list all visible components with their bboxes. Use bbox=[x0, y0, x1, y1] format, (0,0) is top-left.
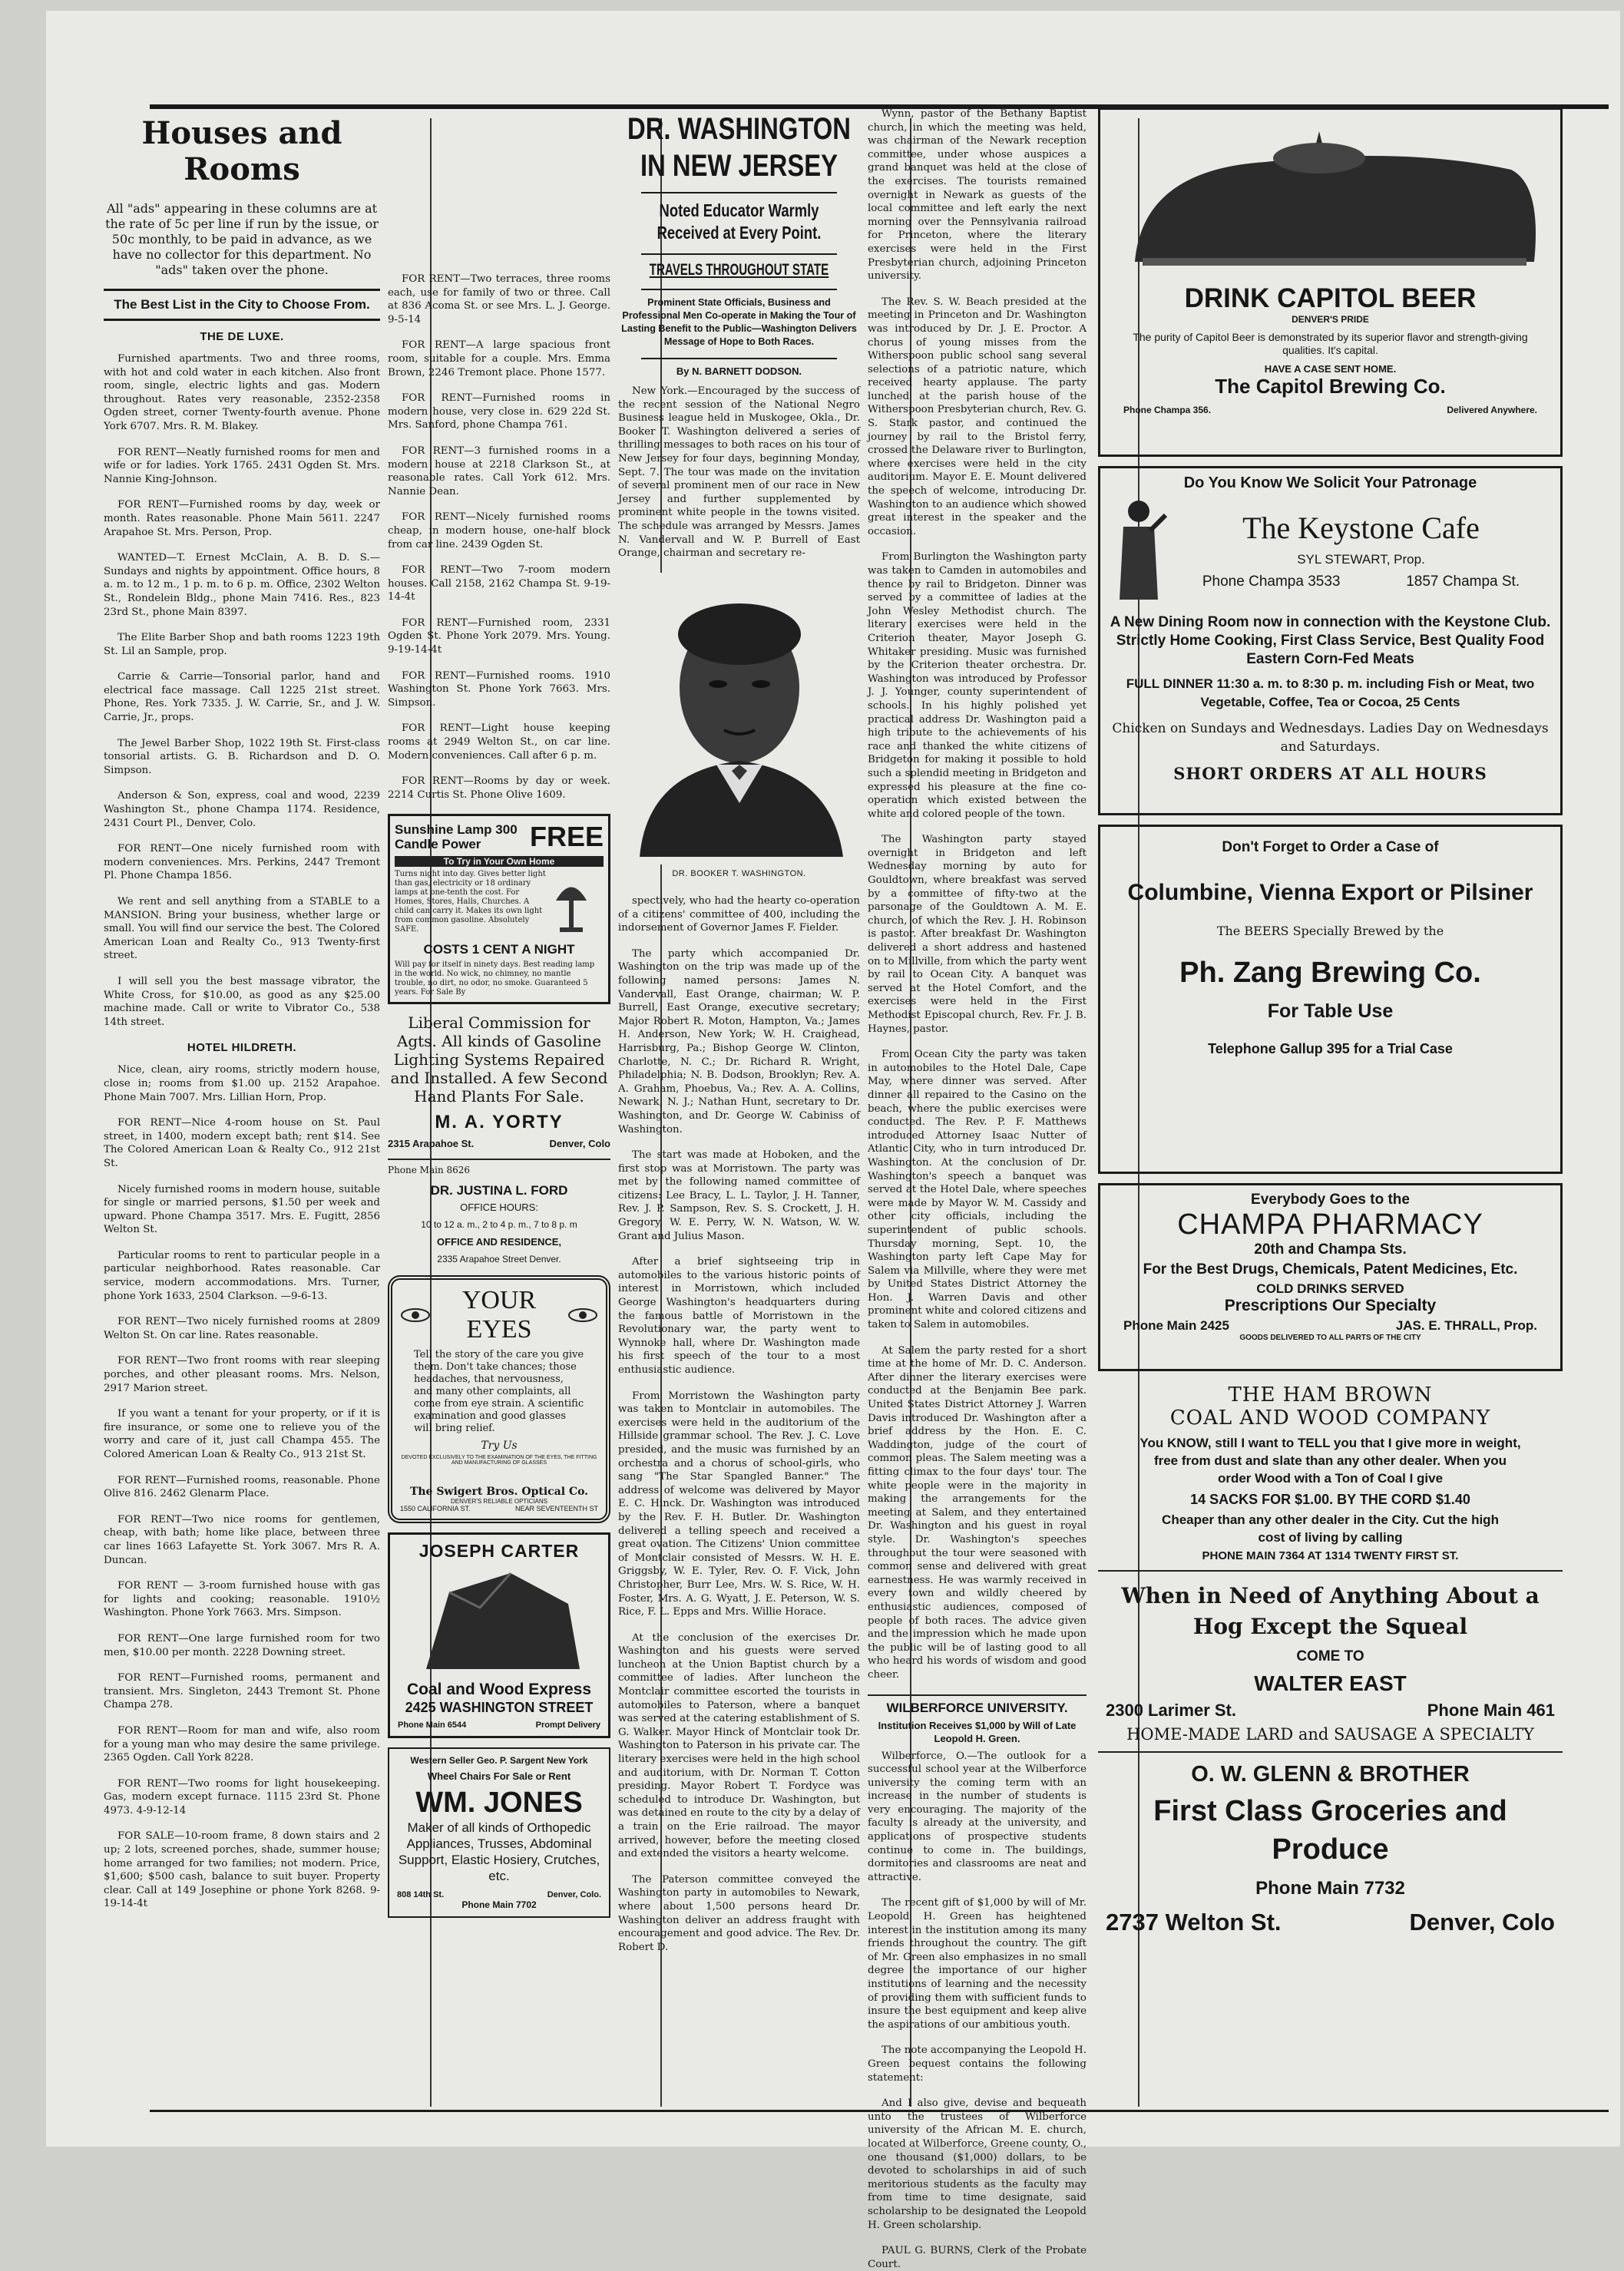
joseph-carter-ad bbox=[388, 1532, 610, 1738]
jones-name: WM. JONES bbox=[397, 1787, 601, 1820]
champa-name: CHAMPA PHARMACY bbox=[1108, 1208, 1553, 1241]
zang-phone: Telephone Gallup 395 for a Trial Case bbox=[1108, 1041, 1553, 1057]
article-paragraph: New York.—Encouraged by the success of the recent session of the National Negro Business league held in Muskogee, Okla., Dr. Booker T. Washington delivered a series of thrilling messages to both races on his tour of New Jersey for four days, beginning Monday, Sept. 7. The tour was made on the invitation of several prominent men of our race in New Jersey and further supplemented by prominent white people in the towns visited. The schedule was arranged by Messrs. James N. Vandervall and W. P. Burrell of East Orange, chairman and secretary re- bbox=[618, 385, 860, 560]
ham-sacks: 14 SACKS FOR $1.00. BY THE CORD $1.40 bbox=[1106, 1492, 1555, 1508]
wilberforce-heading: WILBERFORCE UNIVERSITY. bbox=[868, 1701, 1087, 1716]
eye-icon bbox=[400, 1307, 431, 1323]
paragraph: Carrie & Carrie—Tonsorial parlor, hand and electrical face massage. Call 1225 21st street. Phone, Res. York 7335. J. W. Carrie, Sr., and J. W. Carrie, Jr., props. bbox=[104, 670, 380, 724]
zang-name: Ph. Zang Brewing Co. bbox=[1108, 957, 1553, 990]
yorty-name: M. A. YORTY bbox=[388, 1112, 610, 1133]
lamp-tail: Will pay for itself in ninety days. Best reading lamp in the world. No wick, no chimney, no mantle trouble, no dirt, no odor, no smoke. Guaranteed 5 years. For Sale By bbox=[395, 960, 604, 997]
article-byline: By N. BARNETT DODSON. bbox=[618, 365, 860, 377]
article-deck-2: TRAVELS THROUGHOUT STATE bbox=[624, 261, 854, 279]
eyes-devoted: DEVOTED EXCLUSIVELY TO THE EXAMINATION OF THE EYES, THE FITTING AND MANUFACTURING OF GLASSES bbox=[400, 1455, 598, 1466]
glenn-first: First Class Groceries and Produce bbox=[1136, 1792, 1524, 1869]
paragraph: FOR SALE—10-room frame, 8 down stairs and 2 up; 2 lots, screened porches, shade, summer house; home arranged for two families; not modern. Price, $1,600; $500 cash, balance to suit buyer. Property clear. Call at 149 Josephine or phone York 8268. 9-19-14-4t bbox=[104, 1830, 380, 1911]
paragraph: Nicely furnished rooms in modern house, suitable for single or married persons, $1.50 per week and upward. Phone Champa 3517. Mrs. E. Fugitt, 2856 Welton St. bbox=[104, 1183, 380, 1237]
paragraph: FOR RENT—One nicely furnished room with modern conveniences. Mrs. Perkins, 2447 Tremont Pl. Phone Champa 1856. bbox=[104, 842, 380, 883]
article-deck-3: Prominent State Officials, Business and Professional Men Co-operate in Making the Tour of Lasting Benefit to the Public—Washington Delivers Message of Hope to Both Races. bbox=[618, 296, 860, 349]
beer-pride: DENVER'S PRIDE bbox=[1108, 314, 1553, 325]
paragraph: The Paterson committee conveyed the Washington party in automobiles to Newark, where about 1,500 persons heard Dr. Washington deliver an address fraught with encouragement and good advice. The Rev. Dr. Robert D. bbox=[618, 1873, 860, 1955]
wilberforce-deck: Institution Receives $1,000 by Will of Late Leopold H. Green. bbox=[868, 1719, 1087, 1745]
cafe-dinner: FULL DINNER 11:30 a. m. to 8:30 p. m. including Fish or Meat, two Vegetable, Coffee, Tea or Cocoa, 25 Cents bbox=[1108, 675, 1553, 712]
cafe-address: 1857 Champa St. bbox=[1406, 574, 1520, 590]
article-deck: Noted Educator Warmly Received at Every Point. bbox=[627, 200, 852, 244]
paragraph: FOR RENT—Light house keeping rooms at 2949 Welton St., on car line. Modern conveniences. Call after 6 p. m. bbox=[388, 722, 610, 762]
ford-phone: Phone Main 8626 bbox=[388, 1165, 610, 1175]
paragraph: FOR RENT—Furnished rooms. 1910 Washington St. Phone York 7663. Mrs. Simpson. bbox=[388, 669, 610, 710]
ham-name: THE HAM BROWN bbox=[1106, 1383, 1555, 1407]
classified-list bbox=[388, 273, 610, 802]
cafe-name: The Keystone Cafe bbox=[1169, 510, 1553, 546]
carter-prompt: Prompt Delivery bbox=[536, 1721, 600, 1730]
zang-brewed: The BEERS Specially Brewed by the bbox=[1108, 924, 1553, 938]
paragraph: At Salem the party rested for a short time at the home of Mr. D. C. Anderson. After dinner the literary exercises were conducted at the Benjamin Bee park. United States District Attorney J. Warren Davis introduced Dr. Washington after a brief address by the Hon. E. C. Waddington, judge of the court of common pleas. The Salem meeting was a fitting climax to the four days' tour. The white people were in the majority in making the arrangements for the meeting at Salem, and they entertained Dr. Washington and his guest in royal style. Dr. Washington's speeches throughout the tour were seasoned with common sense and delivered with great earnestness. He was warmly received in every town and wildly cheered by enthusiastic audiences, composed of people of both races. The advice given and the impression which he made upon the public will be of lasting good to all who heard his words of wisdom and good cheer. bbox=[868, 1344, 1087, 1682]
article-column-2 bbox=[868, 107, 1087, 2096]
wm-jones-ad bbox=[388, 1747, 610, 1918]
champa-prop: JAS. E. THRALL, Prop. bbox=[1396, 1318, 1537, 1334]
paragraph: After a brief sightseeing trip in automobiles to the various historic points of interest in Morristown, which included George Washington's headquarters during the famous battle of Morristown in the Revolutionary war, the party went to Wynnoke hall, where Dr. Washington made his first speech of the tour to a most enthusiastic audience. bbox=[618, 1255, 860, 1377]
cafe-phone: Phone Champa 3533 bbox=[1202, 574, 1341, 590]
paragraph: FOR RENT—Furnished rooms in modern house, very close in. 629 22d St. Mrs. Sanford, phone Champa 761. bbox=[388, 392, 610, 432]
champa-top: Everybody Goes to the bbox=[1108, 1192, 1553, 1208]
beer-title: DRINK CAPITOL BEER bbox=[1108, 283, 1553, 314]
paragraph: The note accompanying the Leopold H. Green bequest contains the following statement: bbox=[868, 2044, 1087, 2084]
beer-body: The purity of Capitol Beer is demonstrated by its superior flavor and strength-giving qualities. It's capital. bbox=[1123, 331, 1537, 357]
paragraph: The start was made at Hoboken, and the first stop was at Morristown. The party was met by the following named committee of citizens: Lee Bracy, L. L. Taylor, J. H. Tanner, Rev. J. P. Sampson, Rev. S. S. Crockett, J. H. Gregory, W. E. Perry, W. N. Watson, W. W. Grant and Julius Mason. bbox=[618, 1149, 860, 1243]
eyes-try: Try Us bbox=[400, 1440, 598, 1452]
carter-address: 2425 WASHINGTON STREET bbox=[398, 1700, 600, 1716]
hog-lard: HOME-MADE LARD and SAUSAGE A SPECIALTY bbox=[1106, 1725, 1555, 1744]
paragraph: The Elite Barber Shop and bath rooms 1223 19th St. Lil an Sample, prop. bbox=[104, 631, 380, 658]
cafe-dining: A New Dining Room now in connection with the Keystone Club. Strictly Home Cooking, First Class Service, Best Quality Food Eastern Corn-Fed Meats bbox=[1108, 613, 1553, 669]
paragraph: We rent and sell anything from a STABLE to a MANSION. Bring your business, whether large or small. You will find our service the best. The Colored American Loan and Realty Co., 913 Twenty-first street. bbox=[104, 895, 380, 963]
paragraph: The Washington party stayed overnight in Bridgeton and left Wednesday morning by auto for Gouldtown, where breakfast was served by a committee of fifty-two at the parsonage of the Gouldtown A. M. E. church, of which the Rev. J. H. Robinson is pastor. After breakfast Dr. Washington delivered a short address and hastened on to Millville, from which the party went by rail to Ocean City. A banquet was served at the Hotel Comfort, and the exercises were held in the First Methodist Episcopal church, Rev. Fr. J. B. Haynes, pastor. bbox=[868, 833, 1087, 1036]
lamp-body: Turns night into day. Gives better light than gas, electricity or 18 ordinary lamps at one-tenth the cost. For Homes, Stores, Halls, Churches. A child can carry it. Makes its own light from common gasoline. Absolutely SAFE. bbox=[395, 870, 548, 939]
portrait-image bbox=[624, 573, 855, 857]
paragraph: And I also give, devise and bequeath unto the trustees of Wilberforce university of the African M. E. church, located at Wilberforce, Greene county, O., one thousand ($1,000) dollars, to be devoted to scholarships in aid of such meritorious students as the faculty may from time to time designate, said scholarship to be designated the Leopold H. Green scholarship. bbox=[868, 2097, 1087, 2232]
carter-line: Coal and Wood Express bbox=[398, 1680, 600, 1700]
paragraph: Anderson & Son, express, coal and wood, 2239 Washington St., phone Champa 1174. Residence, 2431 Court Pl., Denver, Colo. bbox=[104, 789, 380, 830]
article-headline: DR. WASHINGTON IN NEW JERSEY bbox=[624, 111, 854, 184]
carter-phone: Phone Main 6544 bbox=[398, 1721, 466, 1730]
champa-best: For the Best Drugs, Chemicals, Patent Medicines, Etc. bbox=[1108, 1261, 1553, 1278]
glenn-name: O. W. GLENN & BROTHER bbox=[1106, 1762, 1555, 1787]
paragraph: FOR RENT—A large spacious front room, suitable for a couple. Mrs. Emma Brown, 2246 Tremont place. Phone 1577. bbox=[388, 339, 610, 379]
paragraph: FOR RENT—Furnished rooms by day, week or month. Rates reasonable. Phone Main 5611. 2247 Arapahoe St. Mrs. Person, Prop. bbox=[104, 498, 380, 539]
eye-icon bbox=[567, 1307, 598, 1323]
paragraph: PAUL G. BURNS, Clerk of the Probate Court. bbox=[868, 2244, 1087, 2271]
article-body bbox=[618, 894, 860, 1954]
jones-wheel: Wheel Chairs For Sale or Rent bbox=[397, 1770, 601, 1782]
jones-body: Maker of all kinds of Orthopedic Appliances, Trusses, Abdominal Support, Elastic Hosiery, Crutches, etc. bbox=[397, 1820, 601, 1884]
eyes-title: YOUR EYES bbox=[435, 1286, 563, 1344]
jones-address: 808 14th St. bbox=[397, 1890, 444, 1899]
zang-top: Don't Forget to Order a Case of bbox=[1108, 839, 1553, 856]
paragraph: FOR RENT—Room for man and wife, also room for a young man who may desire the same privilege. 2365 Ogden. Call York 8228. bbox=[104, 1724, 380, 1765]
best-list-banner: The Best List in the City to Choose From. bbox=[104, 289, 380, 321]
paragraph: FOR RENT—Two nice rooms for gentlemen, cheap, with bath; home like place, between three car lines 1663 Lafayette St. York 3067. Mrs R. A. Duncan. bbox=[104, 1513, 380, 1567]
jones-phone: Phone Main 7702 bbox=[397, 1899, 601, 1910]
jones-city: Denver, Colo. bbox=[547, 1890, 601, 1899]
waiter-icon bbox=[1108, 492, 1169, 607]
paragraph: FOR RENT—Neatly furnished rooms for men and wife or for ladies. York 1765. 2431 Ogden St. Mrs. Nannie King-Johnson. bbox=[104, 446, 380, 487]
ads-column bbox=[1098, 107, 1563, 2096]
paragraph: WANTED—T. Ernest McClain, A. B. D. S.—Sundays and nights by appointment. Office hours, 8 a. m. to 12 m., 1 p. m. to 6 p. m. Office, 2302 Welton St., Rondelein Bldg., phone Main 7416. Res., 823 23rd St., phone Main 8397. bbox=[104, 551, 380, 619]
hog-phone: Phone Main 461 bbox=[1427, 1701, 1555, 1721]
champa-prescriptions: Prescriptions Our Specialty bbox=[1108, 1297, 1553, 1315]
hog-name: WALTER EAST bbox=[1106, 1671, 1555, 1696]
ford-office: OFFICE AND RESIDENCE, bbox=[388, 1236, 610, 1248]
zang-beers: Columbine, Vienna Export or Pilsiner bbox=[1108, 878, 1553, 908]
paragraph: FOR RENT—Two nicely furnished rooms at 2809 Welton St. On car line. Rates reasonable. bbox=[104, 1315, 380, 1342]
cafe-chicken: Chicken on Sundays and Wednesdays. Ladies Day on Wednesdays and Saturdays. bbox=[1108, 719, 1553, 756]
hog-address: 2300 Larimer St. bbox=[1106, 1701, 1236, 1721]
cafe-short-orders: SHORT ORDERS AT ALL HOURS bbox=[1108, 764, 1553, 783]
paragraph: FOR RENT—Furnished room, 2331 Ogden St. Phone York 2079. Mrs. Young. 9-19-14-4t bbox=[388, 617, 610, 657]
eyes-company: The Swigert Bros. Optical Co. bbox=[400, 1486, 598, 1498]
ham-brown-ad bbox=[1098, 1380, 1563, 1572]
paragraph: FOR RENT—3 furnished rooms in a modern house at 2218 Clarkson St., at reasonable rates. Call York 612. Mrs. Nannie Dean. bbox=[388, 445, 610, 498]
paragraph: FOR RENT—Furnished rooms, reasonable. Phone Olive 816. 2462 Glenarm Place. bbox=[104, 1474, 380, 1501]
de-luxe-heading: THE DE LUXE. bbox=[104, 330, 380, 343]
paragraph: FOR RENT—One large furnished room for two men, $10.00 per month. 2228 Downing street. bbox=[104, 1632, 380, 1659]
wilberforce-body bbox=[868, 1750, 1087, 2271]
paragraph: At the conclusion of the exercises Dr. Washington and his guests were served luncheon at the Union Baptist church by a committee of ladies. After luncheon the Montclair committee escorted the tourists in automobiles to Paterson, where a banquet was served at the catering establishment of S. G. Walker. Mayor Hinck of Montclair took Dr. Washington to Paterson in his private car. The literary exercises were held in the high school and auditorium, with Dr. Norman T. Cotton presiding. Mayor Robert T. Fordyce was scheduled to introduce Dr. Washington, but was detained en route to the city by a delay of a train on the Erie railroad. The mayor arrived, however, before the meeting closed and extended the visitors a hearty welcome. bbox=[618, 1631, 860, 1861]
article-column-continued bbox=[618, 894, 860, 2096]
paragraph: From Morristown the Washington party was taken to Montclair in automobiles. The exercises were held in the auditorium of the Hillside grammar school. The Rev. J. C. Love presided, and the music was furnished by an orchestra and a chorus of school-girls, who sang "The Star Spangled Banner." The address of welcome was delivered by Mayor E. C. Hinck. Dr. Washington was introduced by the Rev. F. H. Butler. Dr. Washington delivered a telling speech and received a great ovation. The Citizens' Union committee of Montclair consisted of Messrs. W. H. E. Griggsby, W. E. Tyler, Rev. O. F. Vick, John Christopher, Burr Lee, Mrs. W. S. Rice, W. H. Foster, Mrs. A. G. Wyatt, J. E. Peterson, W. S. Rice, F. L. Epps and Mrs. Willie Horace. bbox=[618, 1390, 860, 1619]
paragraph: FOR RENT—Rooms by day or week. 2214 Curtis St. Phone Olive 1609. bbox=[388, 775, 610, 802]
yorty-address: 2315 Arapahoe St. bbox=[388, 1138, 474, 1149]
beer-phone: Phone Champa 356. bbox=[1123, 405, 1211, 415]
beer-company: The Capitol Brewing Co. bbox=[1108, 375, 1553, 398]
hog-line: When in Need of Anything About a Hog Except the Squeal bbox=[1106, 1581, 1555, 1642]
ford-hours-heading: OFFICE HOURS: bbox=[388, 1202, 610, 1213]
houses-title: Houses and Rooms bbox=[104, 115, 380, 187]
cafe-prop: SYL STEWART, Prop. bbox=[1169, 552, 1553, 567]
lamp-title: Sunshine Lamp 300 Candle Power bbox=[395, 822, 530, 851]
article-body bbox=[868, 107, 1087, 1682]
ham-company: COAL AND WOOD COMPANY bbox=[1106, 1407, 1555, 1430]
lamp-icon bbox=[548, 870, 594, 939]
keystone-cafe-ad bbox=[1098, 466, 1563, 815]
hotel-hildreth-heading: HOTEL HILDRETH. bbox=[104, 1041, 380, 1054]
champa-address: 20th and Champa Sts. bbox=[1108, 1241, 1553, 1258]
portrait-caption: DR. BOOKER T. WASHINGTON. bbox=[618, 869, 860, 878]
paragraph: spectively, who had the hearty co-operation of a citizens' committee of 400, including the indorsement of Governor James F. Fielder. bbox=[618, 894, 860, 935]
glenn-phone: Phone Main 7732 bbox=[1106, 1878, 1555, 1899]
ford-address: 2335 Arapahoe Street Denver. bbox=[388, 1254, 610, 1264]
paragraph: From Burlington the Washington party was taken to Camden in automobiles and thence by rail to Bridgeton. Dinner was served by a committee of ladies at the John Wesley Methodist church. The literary exercises were held in the Criterion theater, Mayor Joseph G. Whitaker presiding. Music was furnished by the Criterion theater orchestra. Dr. Washington was introduced by Professor J. J. Younger, county superintendent of schools. In his highly polished yet practical address Dr. Washington paid a high tribute to the achievements of his race and thanked the white citizens of Bridgeton for making it possible to hold such a splendid meeting in Bridgeton and expressed his pleasure at the fine co-operation which existed between the white and colored people of the town. bbox=[868, 550, 1087, 821]
jones-western: Western Seller Geo. P. Sargent New York bbox=[397, 1755, 601, 1766]
ham-cheaper: Cheaper than any other dealer in the City. Cut the high cost of living by calling bbox=[1152, 1511, 1509, 1546]
houses-column bbox=[104, 107, 380, 2096]
lamp-cost: COSTS 1 CENT A NIGHT bbox=[395, 942, 604, 957]
glenn-address: 2737 Welton St. bbox=[1106, 1909, 1282, 1936]
paragraph: From Ocean City the party was taken in automobiles to the Hotel Dale, Cape May, where dinner was served. After dinner all repaired to the Casino on the beach, where the public exercises were conducted. The Rev. P. F. Matthews introduced Attorney Isaac Nutter of Atlantic City, who in turn introduced Dr. Washington. At the conclusion of Dr. Washington's speech a banquet was served at the Hotel Dale, where speeches were made by Mayor W. M. Cassidy and other city officials, including the superintendent of public schools. Thursday morning, Sept. 10, the Washington party left Cape May for Salem via Millville, where they were met by United States District Attorney the Hon. J. Warren Davis and other prominent white and colored citizens and taken to Salem in automobiles. bbox=[868, 1048, 1087, 1331]
paragraph: FOR RENT—Two rooms for light housekeeping. Gas, modern except furnace. 1115 23rd St. Phone 4973. 4-9-12-14 bbox=[104, 1777, 380, 1818]
champa-cold-drinks: COLD DRINKS SERVED bbox=[1108, 1281, 1553, 1297]
eyes-tagline: DENVER'S RELIABLE OPTICIANS bbox=[400, 1498, 598, 1505]
paragraph: Nice, clean, airy rooms, strictly modern house, close in; rooms from $1.00 up. 2152 Arapahoe. Phone Main 7007. Mrs. Lillian Horn, Prop. bbox=[104, 1063, 380, 1104]
houses-intro: All "ads" appearing in these columns are at the rate of 5c per line if run by the issue, or 50c monthly, to be paid in advance, as we have no collector for this department. No "ads" taken over the phone. bbox=[104, 201, 380, 278]
paragraph: The Jewel Barber Shop, 1022 19th St. First-class tonsorial artists. G. B. Richardson and D. O. Simpson. bbox=[104, 737, 380, 778]
paragraph: FOR RENT—Two 7-room modern houses. Call 2158, 2162 Champa St. 9-19-14-4t bbox=[388, 564, 610, 604]
capitol-building-image bbox=[1112, 116, 1550, 277]
eyes-address: 1550 CALIFORNIA ST. bbox=[400, 1505, 471, 1512]
paragraph: FOR RENT—Furnished rooms, permanent and transient. Mrs. Singleton, 2443 Tremont St. Phone Champa 278. bbox=[104, 1671, 380, 1712]
eyes-near: NEAR SEVENTEENTH ST bbox=[515, 1505, 598, 1512]
walter-east-ad bbox=[1098, 1578, 1563, 1753]
glenn-brother-ad bbox=[1098, 1759, 1563, 1939]
washington-portrait bbox=[618, 573, 860, 864]
paragraph: FOR RENT—Two terraces, three rooms each, use for family of two or three. Call at 836 Acoma St. or see Mrs. L. J. George. 9-5-14 bbox=[388, 273, 610, 326]
champa-pharmacy-ad bbox=[1098, 1183, 1563, 1371]
paragraph: If you want a tenant for your property, or if it is fire insurance, or some one to relieve you of the worry and care of it, just call Champa 455. The Colored American Loan & Realty Co., 913 21st St. bbox=[104, 1407, 380, 1461]
paragraph: The party which accompanied Dr. Washington on the trip was made up of the following named persons: James N. Vandervall, East Orange, chairman; W. P. Burrell, East Orange, executive secretary; Major Robert R. Moton, Hampton, Va.; James H. Anderson, New York; W. H. Craighead, Harrisburg, Pa.; Bishop George W. Clinton, Charlotte, N. C.; Dr. Richard R. Wright, Philadelphia; N. B. Dodson, Brooklyn; Rev. A. A. Graham, Phoebus, Va.; Rev. A. A. Collins, Newark, N. J.; Nathan Hunt, secretary to Dr. Washington, and Dr. George W. Cabiniss of Washington. bbox=[618, 947, 860, 1136]
cafe-top: Do You Know We Solicit Your Patronage bbox=[1108, 474, 1553, 492]
lamp-sub: To Try in Your Own Home bbox=[395, 856, 604, 867]
paragraph: The Rev. S. W. Beach presided at the meeting in Princeton and Dr. Washington was introduced by Dr. J. E. Proctor. A chorus of young misses from the Witherspoon public school sang several selections of a patriotic nature, which received hearty applause. The party lunched at the parish house of the Witherspoon Presbyterian church, Rev. G. S. Stark pastor, and continued the journey by rail to the Bristol ferry, crossed the Delaware river to Burlington, where exercises were held in the city auditorium. Mayor E. E. Mount delivered the speech of welcome, introducing Dr. Washington to an audience which showed great interest in the speaker and the occasion. bbox=[868, 296, 1087, 539]
paragraph: Wilberforce, O.—The outlook for a successful school year at the Wilberforce university the coming term with an increase in the number of students is very encouraging. The majority of the faculty is already at the university, and applications of prospective students continue to come in. The buildings, dormitories and classrooms are neat and attractive. bbox=[868, 1750, 1087, 1885]
paragraph: FOR RENT—Nice 4-room house on St. Paul street, in 1400, modern except bath; rent $14. See The Colored American Loan & Realty Co., 912 21st St. bbox=[104, 1116, 380, 1170]
coal-pile-image bbox=[403, 1562, 595, 1677]
your-eyes-ad bbox=[388, 1275, 610, 1523]
capitol-beer-ad bbox=[1098, 107, 1563, 457]
glenn-city: Denver, Colo bbox=[1410, 1909, 1556, 1936]
zang-brewing-ad bbox=[1098, 825, 1563, 1174]
classified-list bbox=[104, 352, 380, 1911]
beer-case: HAVE A CASE SENT HOME. bbox=[1108, 363, 1553, 375]
ford-name: DR. JUSTINA L. FORD bbox=[388, 1183, 610, 1198]
ham-phone: PHONE MAIN 7364 AT 1314 TWENTY FIRST ST. bbox=[1106, 1549, 1555, 1562]
champa-phone: Phone Main 2425 bbox=[1123, 1318, 1229, 1334]
sunshine-lamp-ad bbox=[388, 814, 610, 1004]
eyes-body: Tell the story of the care you give them. Don't take chances; those headaches, that nervousness, and many other complaints, all come from eye strain. A scientific examination and good glasses will bring relief. bbox=[414, 1349, 584, 1435]
paragraph: I will sell you the best massage vibrator, the White Cross, for $10.00, as good as any $25.00 machine made. Call or write to Vibrator Co., 538 14th street. bbox=[104, 975, 380, 1029]
paragraph: The recent gift of $1,000 by will of Mr. Leopold H. Green has heightened interest in the institution among its many friends throughout the country. The gift of Mr. Green also emphasizes in no small degree the importance of our higher institutions of learning and the necessity of providing them with sufficient funds to insure the best equipment and keep alive the aspirations of our ambitious youth. bbox=[868, 1896, 1087, 2031]
paragraph: Furnished apartments. Two and three rooms, with hot and cold water in each kitchen. Also front room, single, electric lights and gas. Modern throughout. Rates very reasonable, 2352-2358 Ogden street, corner Twenty-fourth avenue. Phone York 6707. Mrs. R. M. Blakey. bbox=[104, 352, 380, 434]
paragraph: FOR RENT — 3-room furnished house with gas for lights and cooking; reasonable. 1910½ Washington. Phone York 7663. Mrs. Simpson. bbox=[104, 1579, 380, 1620]
yorty-city: Denver, Colo bbox=[550, 1138, 610, 1149]
champa-goods: GOODS DELIVERED TO ALL PARTS OF THE CITY bbox=[1108, 1334, 1553, 1342]
ham-body: You KNOW, still I want to TELL you that I give more in weight, free from dust and slate than any other dealer. When you order Wood with a Ton of Coal I give bbox=[1136, 1434, 1524, 1487]
hog-come: COME TO bbox=[1106, 1648, 1555, 1665]
zang-table-use: For Table Use bbox=[1108, 1000, 1553, 1023]
carter-name: JOSEPH CARTER bbox=[398, 1541, 600, 1562]
ford-hours: 10 to 12 a. m., 2 to 4 p. m., 7 to 8 p. m bbox=[388, 1219, 610, 1230]
beer-delivered: Delivered Anywhere. bbox=[1447, 405, 1537, 415]
paragraph: Wynn, pastor of the Bethany Baptist church, in which the meeting was held, was chairman of the Newark reception committee, under whose auspices a grand banquet was held at the close of the exercises. The tourists remained overnight in Newark as guests of the local committee and left early the next morning over the Pennsylvania railroad for Princeton, where the literary exercises were held in the First Presbyterian church, adjoining Princeton university. bbox=[868, 107, 1087, 283]
lamp-free: FREE bbox=[530, 821, 604, 853]
classifieds-column-2 bbox=[388, 273, 610, 2100]
paragraph: FOR RENT—Two front rooms with rear sleeping porches, and other pleasant rooms. Mrs. Nelson, 2917 Marion street. bbox=[104, 1354, 380, 1395]
paragraph: Particular rooms to rent to particular people in a particular neighborhood. Rates reasonable. Car service, modern accommodations. Mrs. Turner, phone York 1633, 2504 Clarkson. —9-6-13. bbox=[104, 1249, 380, 1303]
paragraph: FOR RENT—Nicely furnished rooms cheap, in modern house, one-half block from car line. 2439 Ogden St. bbox=[388, 511, 610, 551]
yorty-body: Liberal Commission for Agts. All kinds of Gasoline Lighting Systems Repaired and Installed. A few Second Hand Plants For Sale. bbox=[388, 1013, 610, 1106]
